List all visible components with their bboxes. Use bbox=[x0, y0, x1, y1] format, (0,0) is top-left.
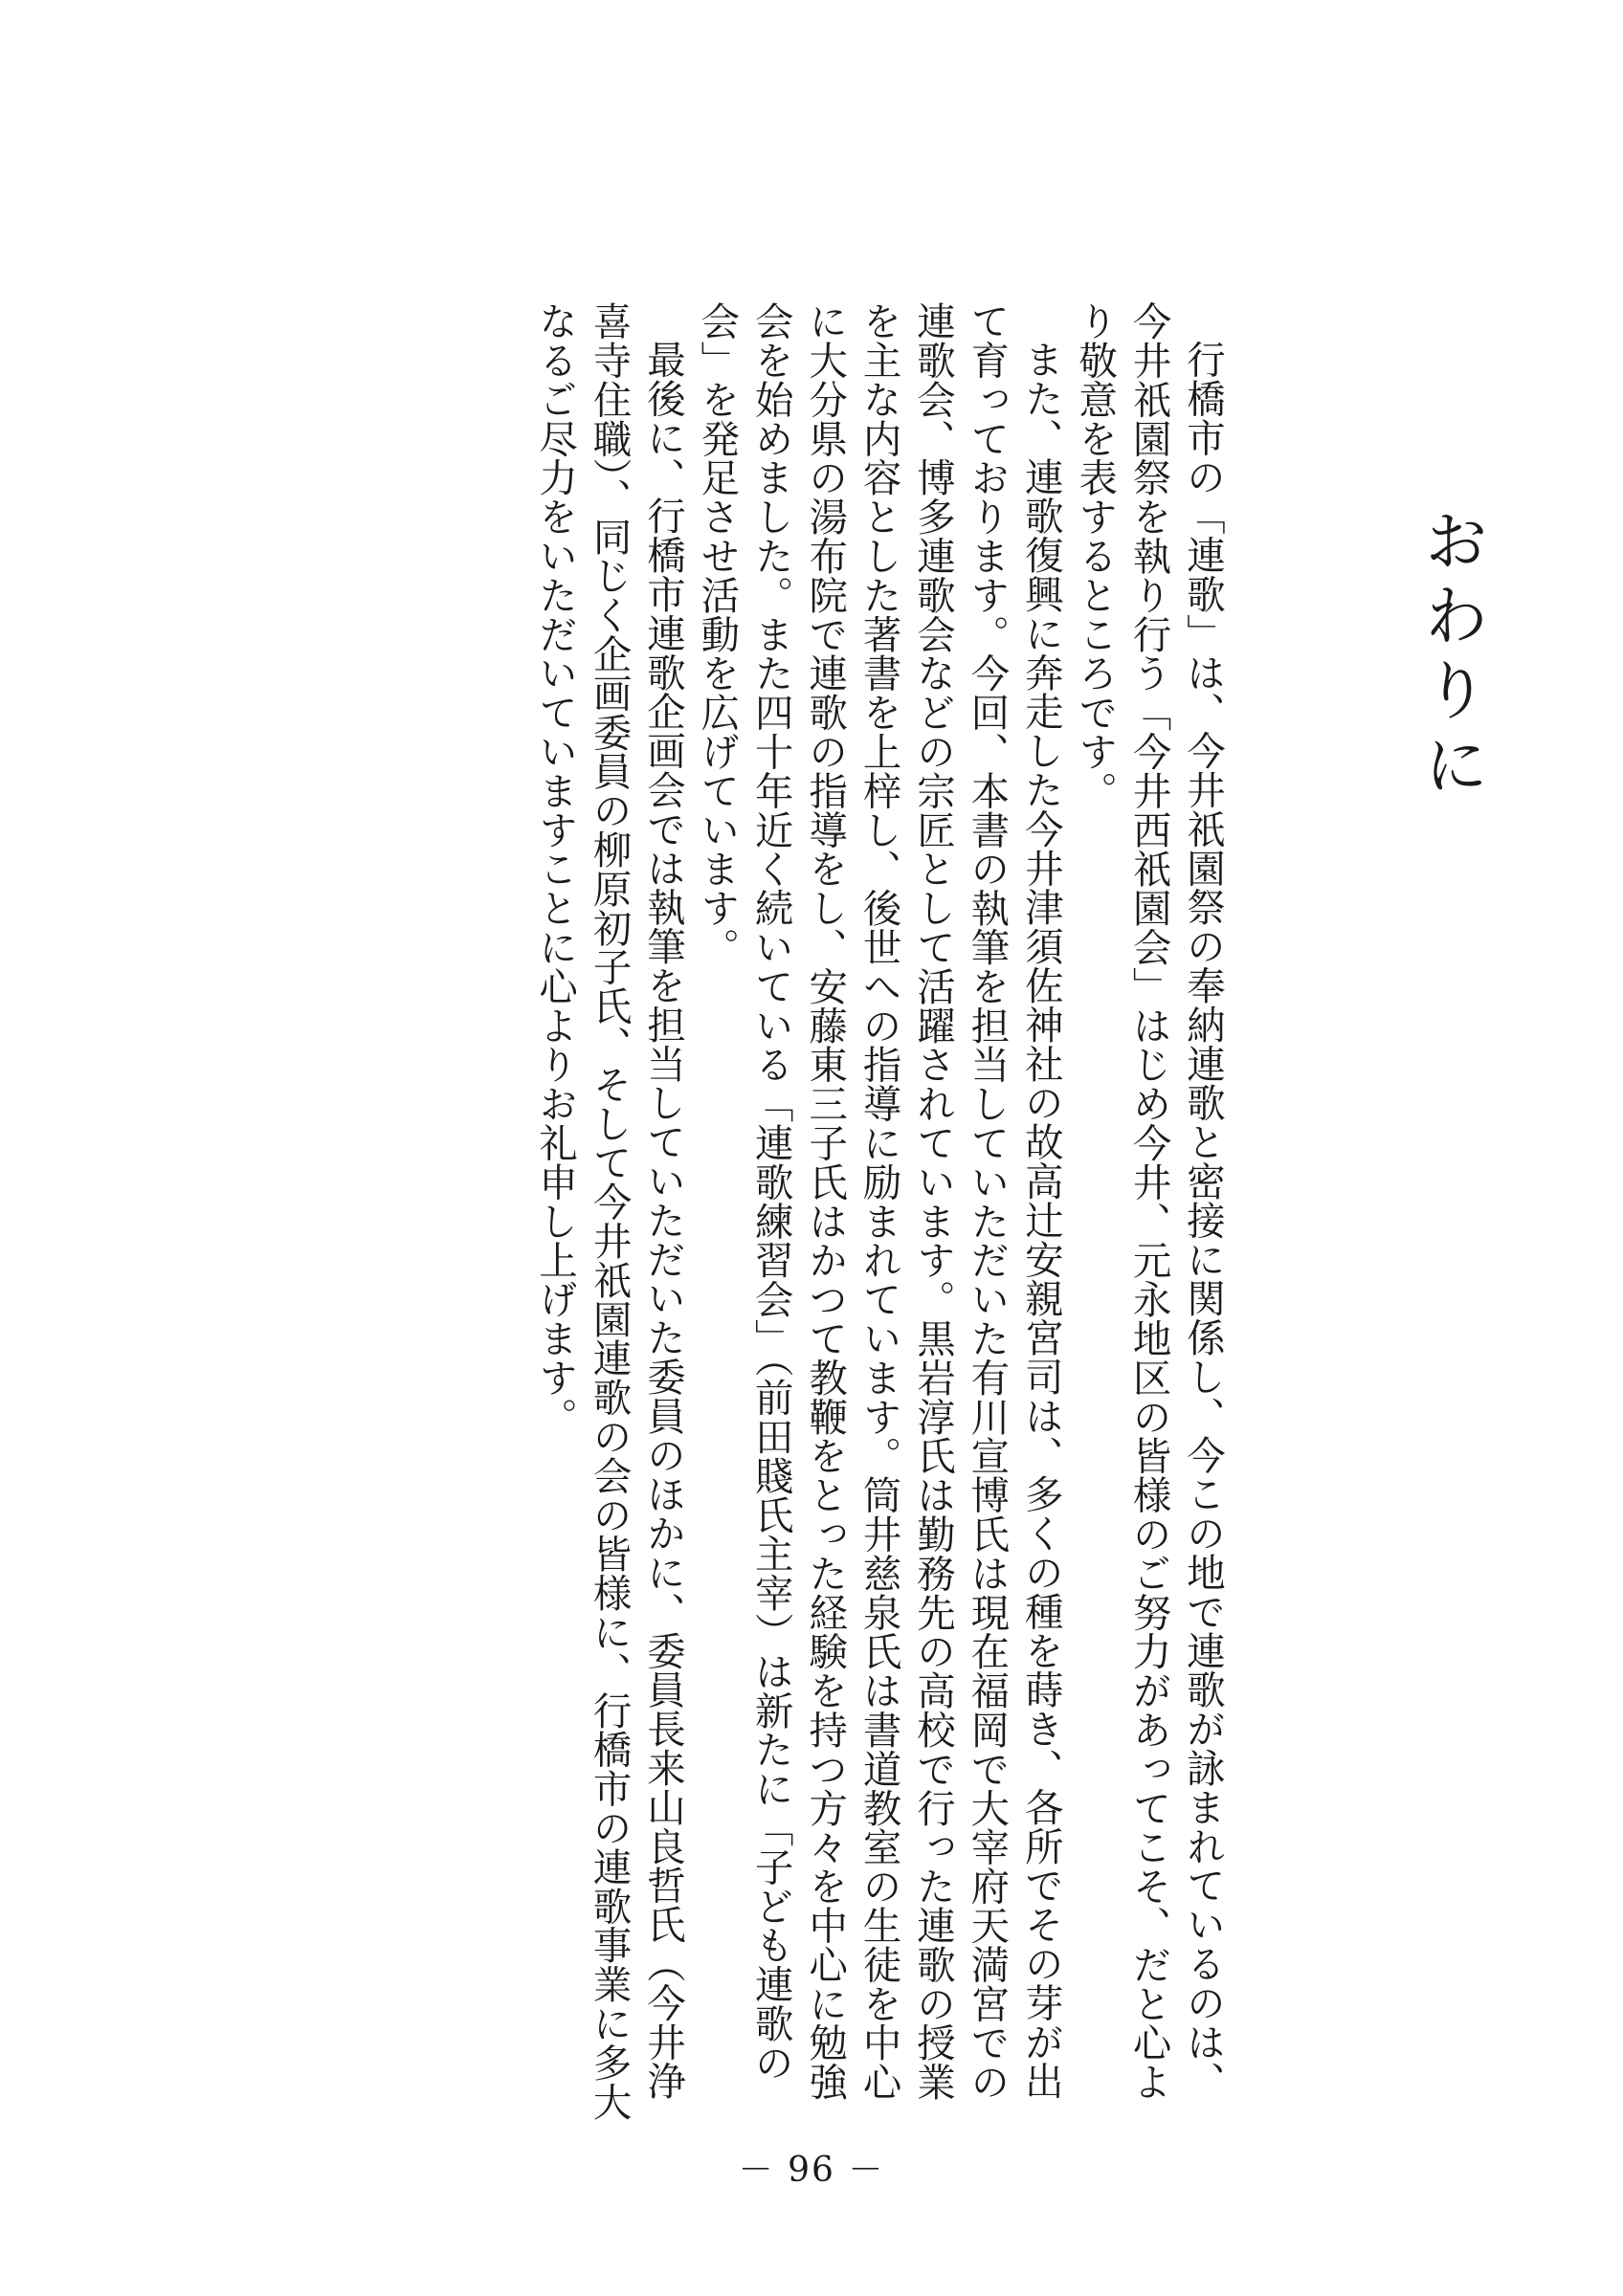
paragraph-3: 最後に、行橋市連歌企画会では執筆を担当していただいた委員のほかに、委員長来山良哲氏（今井浄喜寺住職）、同じく企画委員の柳原初子氏、そして今井祇園連歌の会の皆様に、行橋市の連歌事業に多大なるご尽力をいただいていますことに心よりお礼申し上げます。 bbox=[532, 301, 686, 2122]
page-title: おわりに bbox=[1412, 507, 1489, 806]
body-text bbox=[388, 301, 1230, 2138]
paragraph-1: 行橋市の「連歌」は、今井祇園祭の奉納連歌と密接に関係し、今この地で連歌が詠まれているのは、今井祇園祭を執り行う「今井西祇園会」はじめ今井、元永地区の皆様のご努力があってこそ、だと心より敬意を表するところです。 bbox=[1072, 301, 1226, 2102]
paragraph-2: また、連歌復興に奔走した今井津須佐神社の故高辻安親宮司は、多くの種を蒔き、各所でその芽が出て育っております。今回、本書の執筆を担当していただいた有川宣博氏は現在福岡で大宰府天満宮での連歌会、博多連歌会などの宗匠として活躍されています。黒岩淳氏は勤務先の高校で行った連歌の授業を主な内容とした著書を上梓し、後世への指導に励まれています。筒井慈泉氏は書道教室の生徒を中心に大分県の湯布院で連歌の指導をし、安藤東三子氏はかつて教鞭をとった経験を持つ方々を中心に勉強会を始めました。また四十年近く続いている「連歌練習会」（前田賤氏主宰）は新たに「子ども連歌の会」を発足させ活動を広げています。 bbox=[694, 301, 1064, 2102]
page-number: － 96 － bbox=[738, 2151, 885, 2190]
